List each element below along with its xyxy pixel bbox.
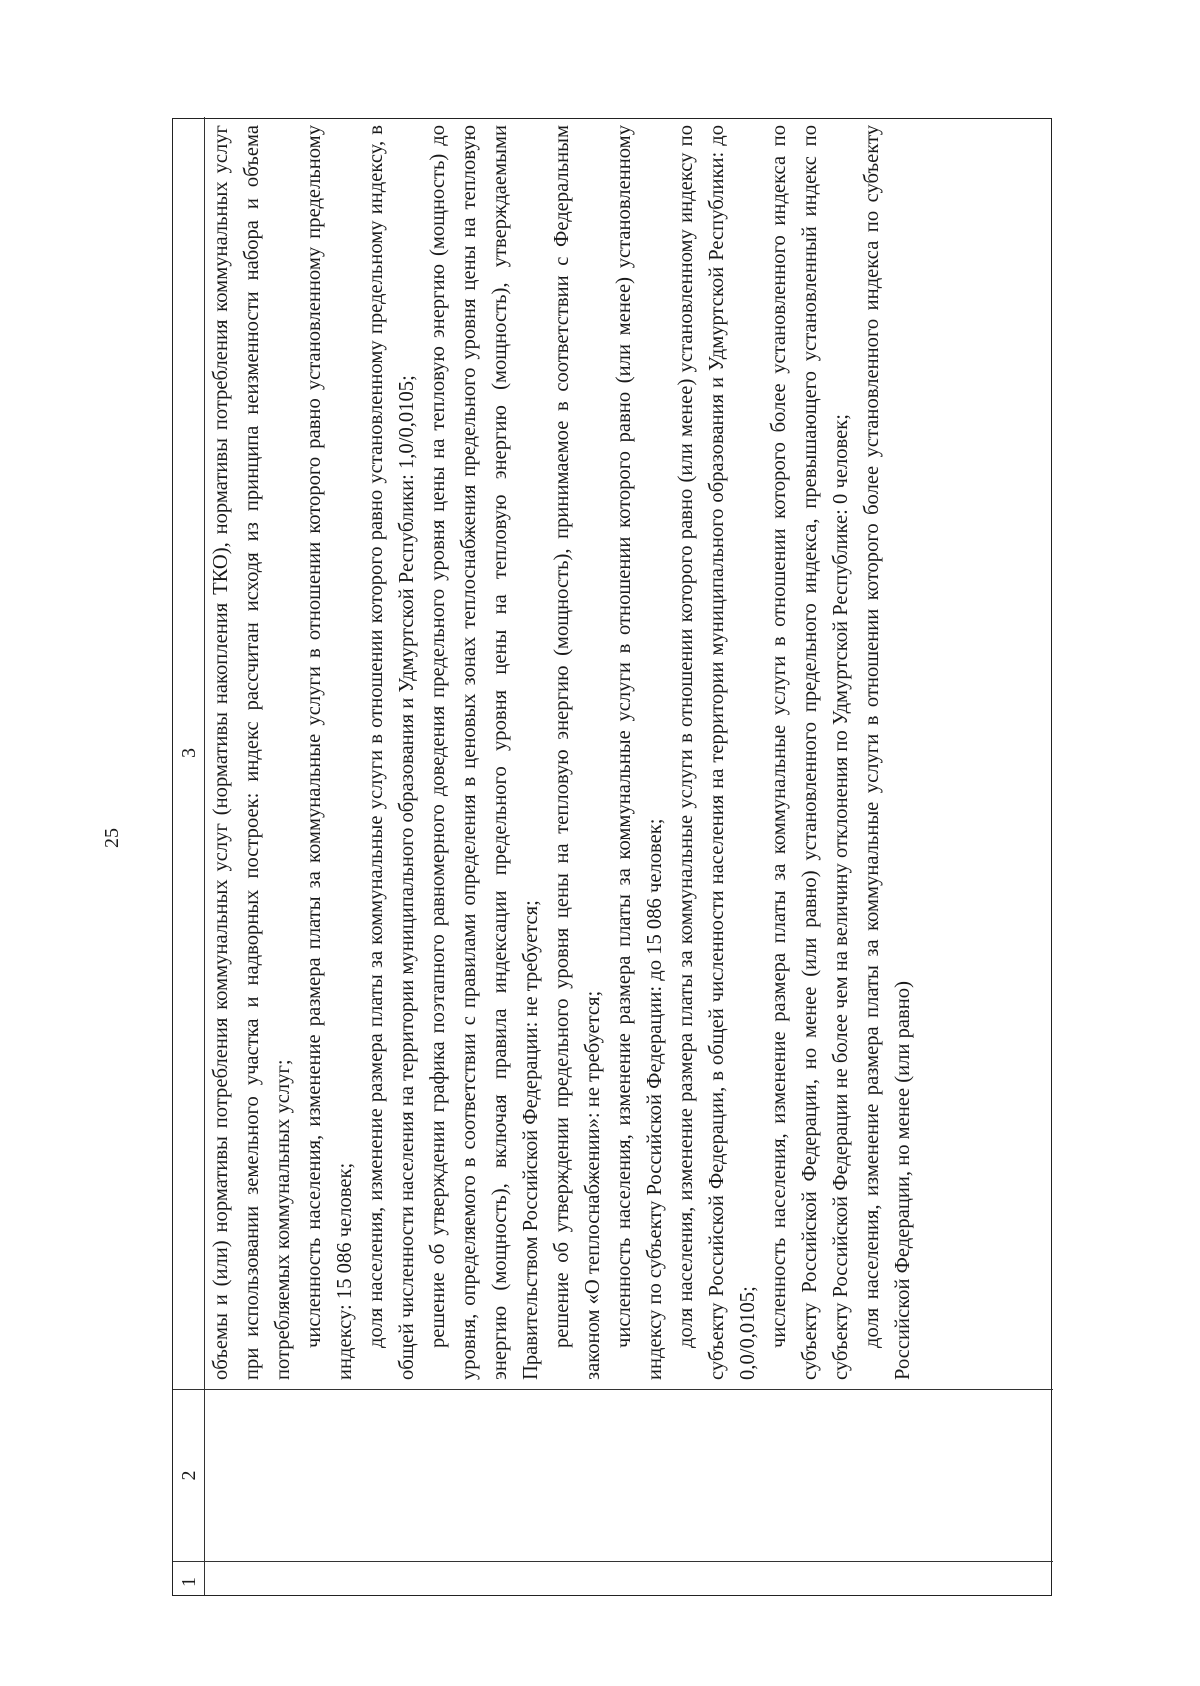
paragraph-population-equal-or-less: численность населения, изменение размера платы за коммунальные услуги в отношении которого равно (или менее) установленному индексу по субъекту Российской Федерации: до 15 086 человек; bbox=[613, 125, 666, 1380]
paragraph-heat-price-schedule: решение об утверждении графика поэтапного равномерного доведения предельного уровня цены на тепловую энергию (мощность) до уровня, определяемого в соответствии с правилами определения в ценовых зонах теплоснабжения предельного уровня цены на тепловую энергию (мощность), включая правила индексации предельного уровня цены на тепловую энергию (мощность), утверждаемыми Правительством Российской Федерации: не требуется; bbox=[427, 125, 542, 1380]
table-cell-col-3 bbox=[205, 117, 1053, 1389]
table-header-col-3: 3 bbox=[173, 117, 205, 1389]
table-header-col-2: 2 bbox=[173, 1389, 205, 1561]
rotated-table bbox=[172, 118, 1052, 1596]
paragraph-heat-price-limit: решение об утверждении предельного уровня цены на тепловую энергию (мощность), принимаемое в соответствии с Федеральным законом «О теплоснабжении»: не требуется; bbox=[551, 125, 604, 1380]
paragraph-population-above-index: численность населения, изменение размера платы за коммунальные услуги в отношении которого более установленного индекса по субъекту Российской Федерации, но менее (или равно) установленного предельного индекса, превышающего установленный индекс по субъекту Российской Федерации не более чем на величину отклонения по Удмуртской Республике: 0 человек; bbox=[768, 125, 852, 1380]
table-cell-col-2 bbox=[205, 1389, 1053, 1561]
table-header-col-1: 1 bbox=[173, 1561, 205, 1595]
paragraph-share-above-index: доля населения, изменение размера платы за коммунальные услуги в отношении которого более установленного индекса по субъекту Российской Федерации, но менее (или равно) bbox=[861, 125, 914, 1380]
paragraph-population-equal-limit: численность населения, изменение размера платы за коммунальные услуги в отношении которого равно установленному предельному индексу: 15 086 человек; bbox=[303, 125, 356, 1380]
table-cell-col-1 bbox=[205, 1561, 1053, 1595]
paragraph-share-equal-or-less: доля населения, изменение размера платы за коммунальные услуги в отношении которого равно (или менее) установленному индексу по субъекту Российской Федерации, в общей численности населения на территории муниципального образования и Удмуртской Республики: до 0,0/0,0105; bbox=[675, 125, 759, 1380]
page-number: 25 bbox=[101, 828, 123, 848]
paragraph-volumes-norms: объемы и (или) нормативы потребления коммунальных услуг (нормативы накопления ТКО), нормативы потребления коммунальных услуг при использовании земельного участка и надворных построек: индекс рассчитан исходя из принципа неизменности набора и объема потребляемых коммунальных услуг; bbox=[210, 125, 294, 1380]
paragraph-share-equal-limit: доля населения, изменение размера платы за коммунальные услуги в отношении которого равно установленному предельному индексу, в общей численности населения на территории муниципального образования и Удмуртской Республики: 1,0/0,0105; bbox=[365, 125, 418, 1380]
